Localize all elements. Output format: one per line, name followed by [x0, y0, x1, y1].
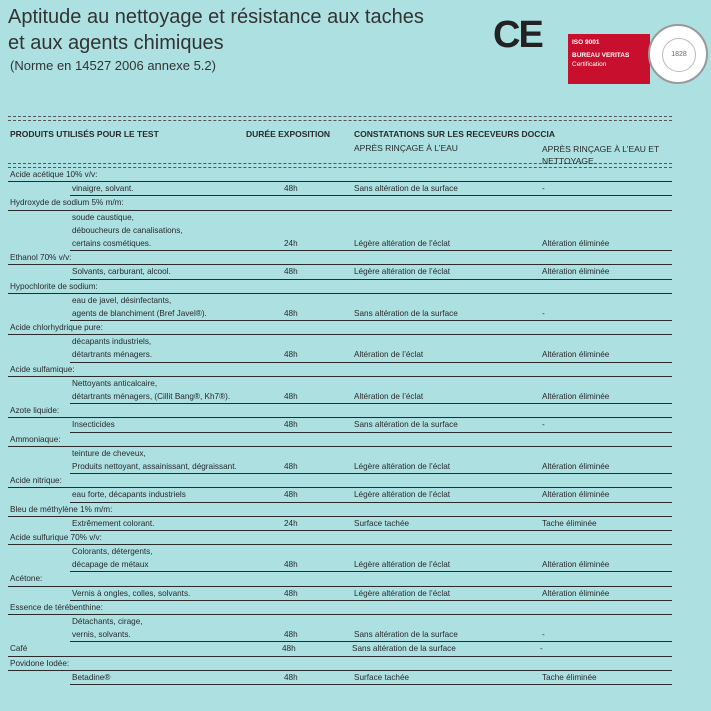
title-line-2: et aux agents chimiques — [8, 32, 224, 54]
category-label: Ethanol 70% v/v: — [10, 253, 72, 263]
product-text: Nettoyants anticalcaire, — [72, 378, 158, 388]
cert-iso-label: ISO 9001 — [572, 39, 600, 46]
table-group — [8, 474, 672, 502]
duration-cell: 48h — [284, 184, 298, 194]
duration-cell: 48h — [284, 392, 298, 401]
product-line — [70, 671, 672, 685]
category-label: Acide sulfamique: — [10, 364, 75, 374]
product-line — [70, 558, 672, 572]
product-text: agents de blanchiment (Bref Javel®). — [72, 308, 207, 318]
table-group — [8, 503, 672, 531]
clean-cell: Altération éliminée — [542, 461, 610, 471]
rinse-cell: Sans altération de la surface — [354, 420, 458, 430]
product-text: teinture de cheveux, — [72, 448, 146, 458]
rinse-cell: Légère altération de l’éclat — [354, 560, 451, 570]
category-label: Ammoniaque: — [10, 434, 61, 444]
product-text: décapage de métaux — [72, 560, 149, 570]
page-title — [8, 4, 478, 56]
category-label: Hydroxyde de sodium 5% m/m: — [10, 198, 124, 208]
clean-cell: - — [542, 630, 545, 640]
cert-sub-label: Certification — [572, 61, 607, 68]
product-line — [8, 211, 672, 224]
table-body — [8, 168, 672, 685]
category-label: Azote liquide: — [10, 406, 60, 416]
category-row — [8, 474, 672, 488]
category-row — [8, 572, 672, 586]
duration-cell: 24h — [284, 518, 298, 528]
product-text: détartrants ménagers, (Cillit Bang®, Kh7®). — [72, 392, 231, 401]
category-label: Acide nitrique: — [10, 476, 62, 486]
product-line — [70, 488, 672, 502]
product-line — [70, 237, 672, 251]
product-line — [8, 294, 672, 307]
rinse-cell: Altération de l’éclat — [354, 350, 424, 360]
clean-cell: Tache éliminée — [542, 672, 597, 682]
category-label: Acide acétique 10% v/v: — [10, 170, 98, 179]
product-line — [70, 265, 672, 279]
category-row — [8, 196, 672, 210]
duration-cell: 48h — [284, 490, 298, 500]
product-line — [70, 390, 672, 404]
seal-year: 1828 — [662, 38, 696, 72]
duration-cell: 48h — [282, 644, 296, 654]
table-group — [8, 404, 672, 432]
seal-icon — [648, 24, 708, 84]
duration-cell: 48h — [284, 588, 298, 598]
category-label: Essence de térébenthine: — [10, 602, 103, 612]
category-row — [8, 168, 672, 182]
category-row — [8, 363, 672, 377]
category-label: Bleu de méthylène 1% m/m: — [10, 504, 113, 514]
table-group — [8, 280, 672, 322]
category-label: Café — [10, 644, 28, 654]
category-row — [8, 404, 672, 418]
duration-cell: 48h — [284, 420, 298, 430]
ce-mark-logo: CE — [493, 14, 542, 56]
product-text: Insecticides — [72, 420, 115, 430]
product-text: eau de javel, désinfectants, — [72, 295, 172, 305]
product-line — [8, 615, 672, 628]
rinse-cell: Sans altération de la surface — [354, 630, 458, 640]
category-row — [8, 601, 672, 615]
product-text: vinaigre, solvant. — [72, 184, 134, 194]
rinse-cell: Légère altération de l’éclat — [354, 267, 451, 277]
duration-cell: 48h — [284, 630, 298, 640]
duration-cell: 48h — [284, 267, 298, 277]
table-group — [8, 531, 672, 573]
product-text: certains cosmétiques. — [72, 238, 152, 248]
rinse-cell: Légère altération de l’éclat — [354, 238, 451, 248]
product-text: Colorants, détergents, — [72, 547, 153, 557]
category-label: Acétone: — [10, 574, 43, 584]
product-line — [70, 587, 672, 601]
product-text: Betadine® — [72, 672, 111, 682]
product-line — [8, 545, 672, 558]
rinse-cell: Surface tachée — [354, 518, 410, 528]
table-group — [8, 657, 672, 685]
product-text: détartrants ménagers. — [72, 350, 153, 360]
certification-badge — [568, 34, 650, 84]
product-text: Vernis à ongles, colles, solvants. — [72, 588, 191, 598]
product-text: eau forte, décapants industriels — [72, 490, 186, 500]
category-label: Hypochlorite de sodium: — [10, 281, 98, 291]
category-row — [8, 531, 672, 545]
product-line — [70, 418, 672, 432]
category-label: Acide sulfurique 70% v/v: — [10, 532, 102, 542]
duration-cell: 48h — [284, 560, 298, 570]
duration-cell: 48h — [284, 350, 298, 360]
product-text: soude caustique, — [72, 212, 134, 222]
cert-name-label: BUREAU VERITAS — [572, 52, 630, 59]
rinse-cell: Sans altération de la surface — [354, 184, 458, 194]
clean-cell: Altération éliminée — [542, 238, 610, 248]
product-line — [70, 348, 672, 362]
clean-cell: Altération éliminée — [542, 588, 610, 598]
product-line — [70, 628, 672, 642]
product-line — [70, 460, 672, 474]
col-duration: DURÉE EXPOSITION — [246, 129, 331, 139]
rinse-cell: Sans altération de la surface — [354, 308, 458, 318]
category-row — [8, 657, 672, 671]
table-group — [8, 601, 672, 643]
rinse-cell: Sans altération de la surface — [352, 644, 456, 654]
clean-cell: Altération éliminée — [542, 350, 610, 360]
category-row — [8, 503, 672, 517]
product-text: vernis, solvants. — [72, 630, 131, 640]
resistance-table — [8, 116, 672, 685]
category-label: Acide chlorhydrique pure: — [10, 323, 103, 333]
clean-cell: Altération éliminée — [542, 490, 610, 500]
page-subtitle: (Norme en 14527 2006 annexe 5.2) — [10, 58, 216, 73]
product-text: Solvants, carburant, alcool. — [72, 267, 171, 277]
product-line — [70, 182, 672, 196]
rinse-cell: Légère altération de l’éclat — [354, 490, 451, 500]
duration-cell: 48h — [284, 461, 298, 471]
title-line-1: Aptitude au nettoyage et résistance aux taches — [8, 6, 424, 28]
product-text: Produits nettoyant, assainissant, dégraissant. — [72, 461, 237, 471]
table-header — [8, 121, 672, 166]
category-label: Povidone Iodée: — [10, 658, 70, 668]
clean-cell: - — [540, 644, 543, 654]
col-products: PRODUITS UTILISÉS POUR LE TEST — [10, 129, 159, 139]
product-line — [70, 307, 672, 321]
col-after-rinse-clean: APRÈS RINÇAGE À L’EAU ET NETTOYAGE — [542, 144, 659, 166]
category-row — [8, 642, 672, 656]
rinse-cell: Légère altération de l’éclat — [354, 461, 451, 471]
table-group — [8, 433, 672, 475]
table-group — [8, 196, 672, 251]
col-findings: CONSTATATIONS SUR LES RECEVEURS DOCCIA — [354, 129, 556, 139]
duration-cell: 24h — [284, 238, 298, 248]
product-text: déboucheurs de canalisations, — [72, 225, 183, 235]
category-row — [8, 321, 672, 335]
rinse-cell: Altération de l’éclat — [354, 392, 424, 401]
clean-cell: Tache éliminée — [542, 518, 597, 528]
table-group — [8, 168, 672, 196]
category-row — [8, 433, 672, 447]
table-group — [8, 642, 672, 656]
clean-cell: - — [542, 420, 545, 430]
rinse-cell: Légère altération de l’éclat — [354, 588, 451, 598]
duration-cell: 48h — [284, 672, 298, 682]
product-text: Extrêmement colorant. — [72, 518, 155, 528]
clean-cell: - — [542, 308, 545, 318]
product-line — [8, 224, 672, 237]
table-group — [8, 321, 672, 363]
clean-cell: Altération éliminée — [542, 560, 610, 570]
clean-cell: Altération éliminée — [542, 267, 610, 277]
bureau-veritas-logo — [568, 32, 708, 88]
category-row — [8, 280, 672, 294]
product-text: Détachants, cirage, — [72, 617, 143, 626]
category-row — [8, 251, 672, 265]
product-line — [70, 517, 672, 531]
table-group — [8, 572, 672, 600]
product-text: décapants industriels, — [72, 337, 152, 347]
duration-cell: 48h — [284, 308, 298, 318]
table-group — [8, 251, 672, 279]
rinse-cell: Surface tachée — [354, 672, 410, 682]
col-after-rinse: APRÈS RINÇAGE À L’EAU — [354, 143, 458, 153]
product-line — [8, 447, 672, 460]
product-line — [8, 335, 672, 348]
clean-cell: Altération éliminée — [542, 392, 610, 401]
clean-cell: - — [542, 184, 545, 194]
product-line — [8, 377, 672, 390]
table-group — [8, 363, 672, 405]
